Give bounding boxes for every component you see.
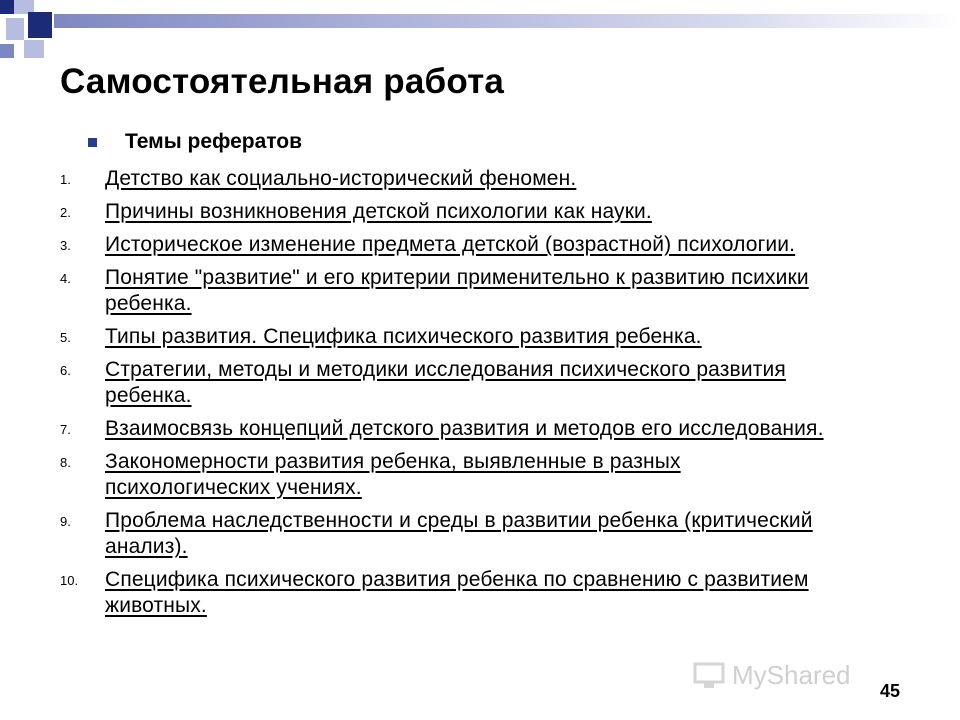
- corner-square-light-2: [6, 18, 24, 40]
- list-item: [60, 265, 850, 317]
- item-number: 10.: [60, 573, 79, 588]
- topic-link[interactable]: Специфика психического развития ребенка по сравнению с развитием животных.: [105, 568, 809, 617]
- topic-link[interactable]: Понятие "развитие" и его критерии применительно к развитию психики ребенка.: [105, 266, 809, 315]
- item-number: 4.: [60, 271, 71, 286]
- presentation-logo-icon: [692, 658, 726, 692]
- topic-link[interactable]: Историческое изменение предмета детской (возрастной) психологии.: [105, 233, 796, 256]
- corner-square-light-3: [24, 40, 44, 58]
- list-item: [60, 567, 850, 619]
- topics-list: [60, 166, 850, 626]
- item-number: 1.: [60, 172, 71, 187]
- topic-link[interactable]: Детство как социально-исторический феномен.: [105, 167, 577, 190]
- subheading-text: Темы рефератов: [125, 130, 303, 153]
- subheading: [88, 130, 302, 154]
- item-number: 9.: [60, 514, 71, 529]
- corner-square-mid: [0, 44, 14, 58]
- topic-link[interactable]: Причины возникновения детской психологии как науки.: [105, 200, 652, 223]
- list-item: [60, 199, 850, 225]
- item-number: 2.: [60, 205, 71, 220]
- slide-title: Самостоятельная работа: [60, 62, 505, 101]
- item-number: 5.: [60, 330, 71, 345]
- page-number: 45: [880, 681, 901, 701]
- topic-link[interactable]: Проблема наследственности и среды в развитии ребенка (критический анализ).: [105, 509, 813, 558]
- item-number: 8.: [60, 455, 71, 470]
- list-item: [60, 232, 850, 258]
- header-gradient-bar: [54, 14, 960, 28]
- list-item: [60, 166, 850, 192]
- item-number: 6.: [60, 363, 71, 378]
- topic-link[interactable]: Типы развития. Специфика психического развития ребенка.: [105, 325, 702, 348]
- list-item: [60, 324, 850, 350]
- list-item: [60, 357, 850, 409]
- corner-square-navy-2: [28, 12, 52, 38]
- watermark-text: MyShared: [732, 659, 851, 690]
- topic-link[interactable]: Закономерности развития ребенка, выявленные в разных психологических учениях.: [105, 450, 681, 499]
- item-number: 7.: [60, 422, 71, 437]
- topic-link[interactable]: Взаимосвязь концепций детского развития и методов его исследования.: [105, 417, 824, 440]
- topic-link[interactable]: Стратегии, методы и методики исследования психического развития ребенка.: [105, 358, 786, 407]
- watermark: [692, 655, 892, 695]
- item-number: 3.: [60, 238, 71, 253]
- list-item: [60, 449, 850, 501]
- square-bullet-icon: [88, 138, 97, 147]
- list-item: [60, 508, 850, 560]
- corner-square-navy: [0, 0, 14, 14]
- list-item: [60, 416, 850, 442]
